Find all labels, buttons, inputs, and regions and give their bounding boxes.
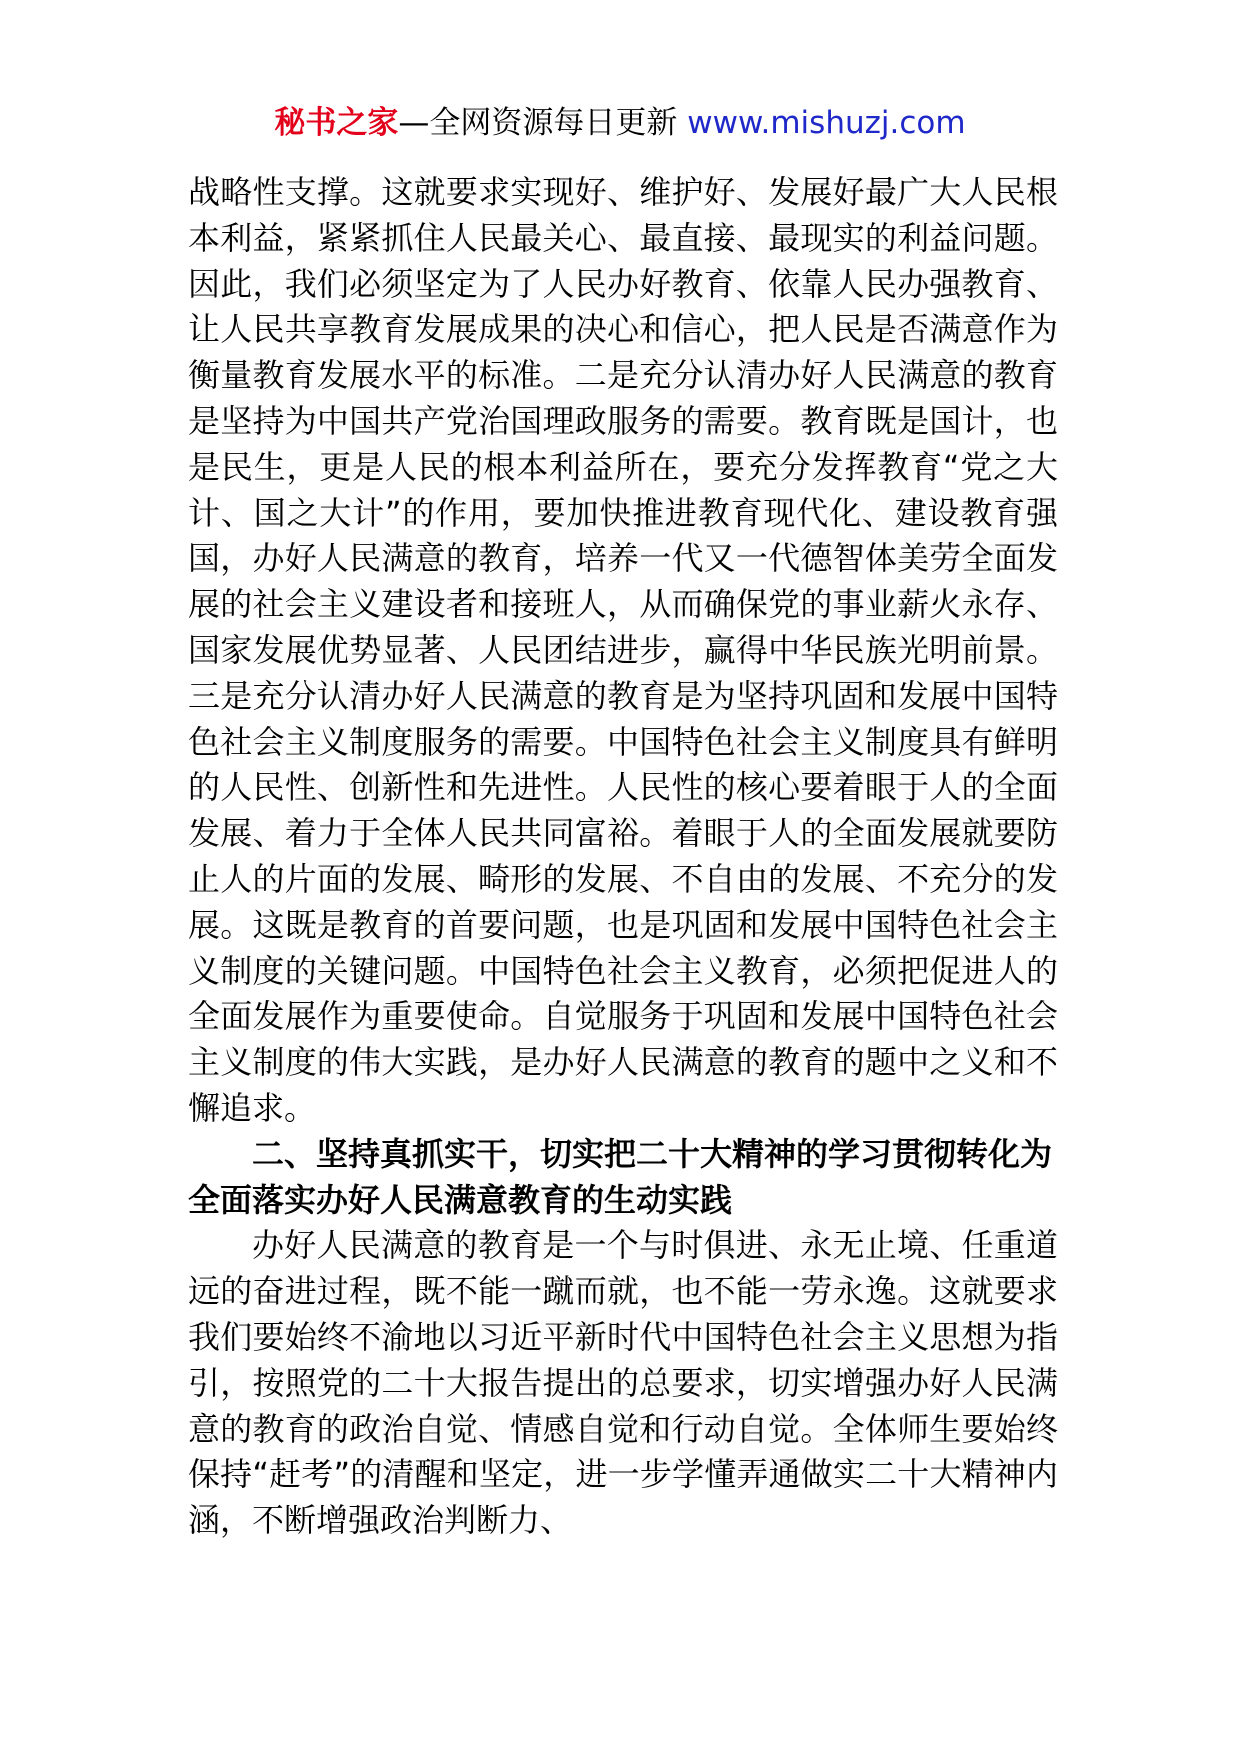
site-brand-name: 秘书之家	[274, 105, 399, 141]
site-tagline: —全网资源每日更新	[398, 105, 678, 141]
body-paragraph: 办好人民满意的教育是一个与时俱进、永无止境、任重道远的奋进过程，既不能一蹴而就，也不能一劳永逸。这就要求我们要始终不渝地以习近平新时代中国特色社会主义思想为指引，按照党的二十大报告提出的总要求，切实增强办好人民满意的教育的政治自觉、情感自觉和行动自觉。全体师生要始终保持“赶考”的清醒和坚定，进一步学懂弄通做实二十大精神内涵，不断增强政治判断力、	[188, 1226, 1058, 1540]
page-header	[0, 100, 1240, 146]
site-url-link[interactable]: www.mishuzj.com	[687, 105, 966, 141]
section-heading: 二、坚持真抓实干，切实把二十大精神的学习贯彻转化为全面落实办好人民满意教育的生动实践	[188, 1134, 1053, 1219]
body-paragraph: 战略性支撑。这就要求实现好、维护好、发展好最广大人民根本利益，紧紧抓住人民最关心、最直接、最现实的利益问题。因此，我们必须坚定为了人民办好教育、依靠人民办强教育、让人民共享教育发展成果的决心和信心，把人民是否满意作为衡量教育发展水平的标准。二是充分认清办好人民满意的教育是坚持为中国共产党治国理政服务的需要。教育既是国计，也是民生，更是人民的根本利益所在，要充分发挥教育“党之大计、国之大计”的作用，要加快推进教育现代化、建设教育强国，办好人民满意的教育，培养一代又一代德智体美劳全面发展的社会主义建设者和接班人，从而确保党的事业薪火永存、国家发展优势显著、人民团结进步，赢得中华民族光明前景。三是充分认清办好人民满意的教育是为坚持巩固和发展中国特色社会主义制度服务的需要。中国特色社会主义制度具有鲜明的人民性、创新性和先进性。人民性的核心要着眼于人的全面发展、着力于全体人民共同富裕。着眼于人的全面发展就要防止人的片面的发展、畸形的发展、不自由的发展、不充分的发展。这既是教育的首要问题，也是巩固和发展中国特色社会主义制度的关键问题。中国特色社会主义教育，必须把促进人的全面发展作为重要使命。自觉服务于巩固和发展中国特色社会主义制度的伟大实践，是办好人民满意的教育的题中之义和不懈追求。	[188, 173, 1058, 1127]
document-body	[188, 170, 1058, 1544]
